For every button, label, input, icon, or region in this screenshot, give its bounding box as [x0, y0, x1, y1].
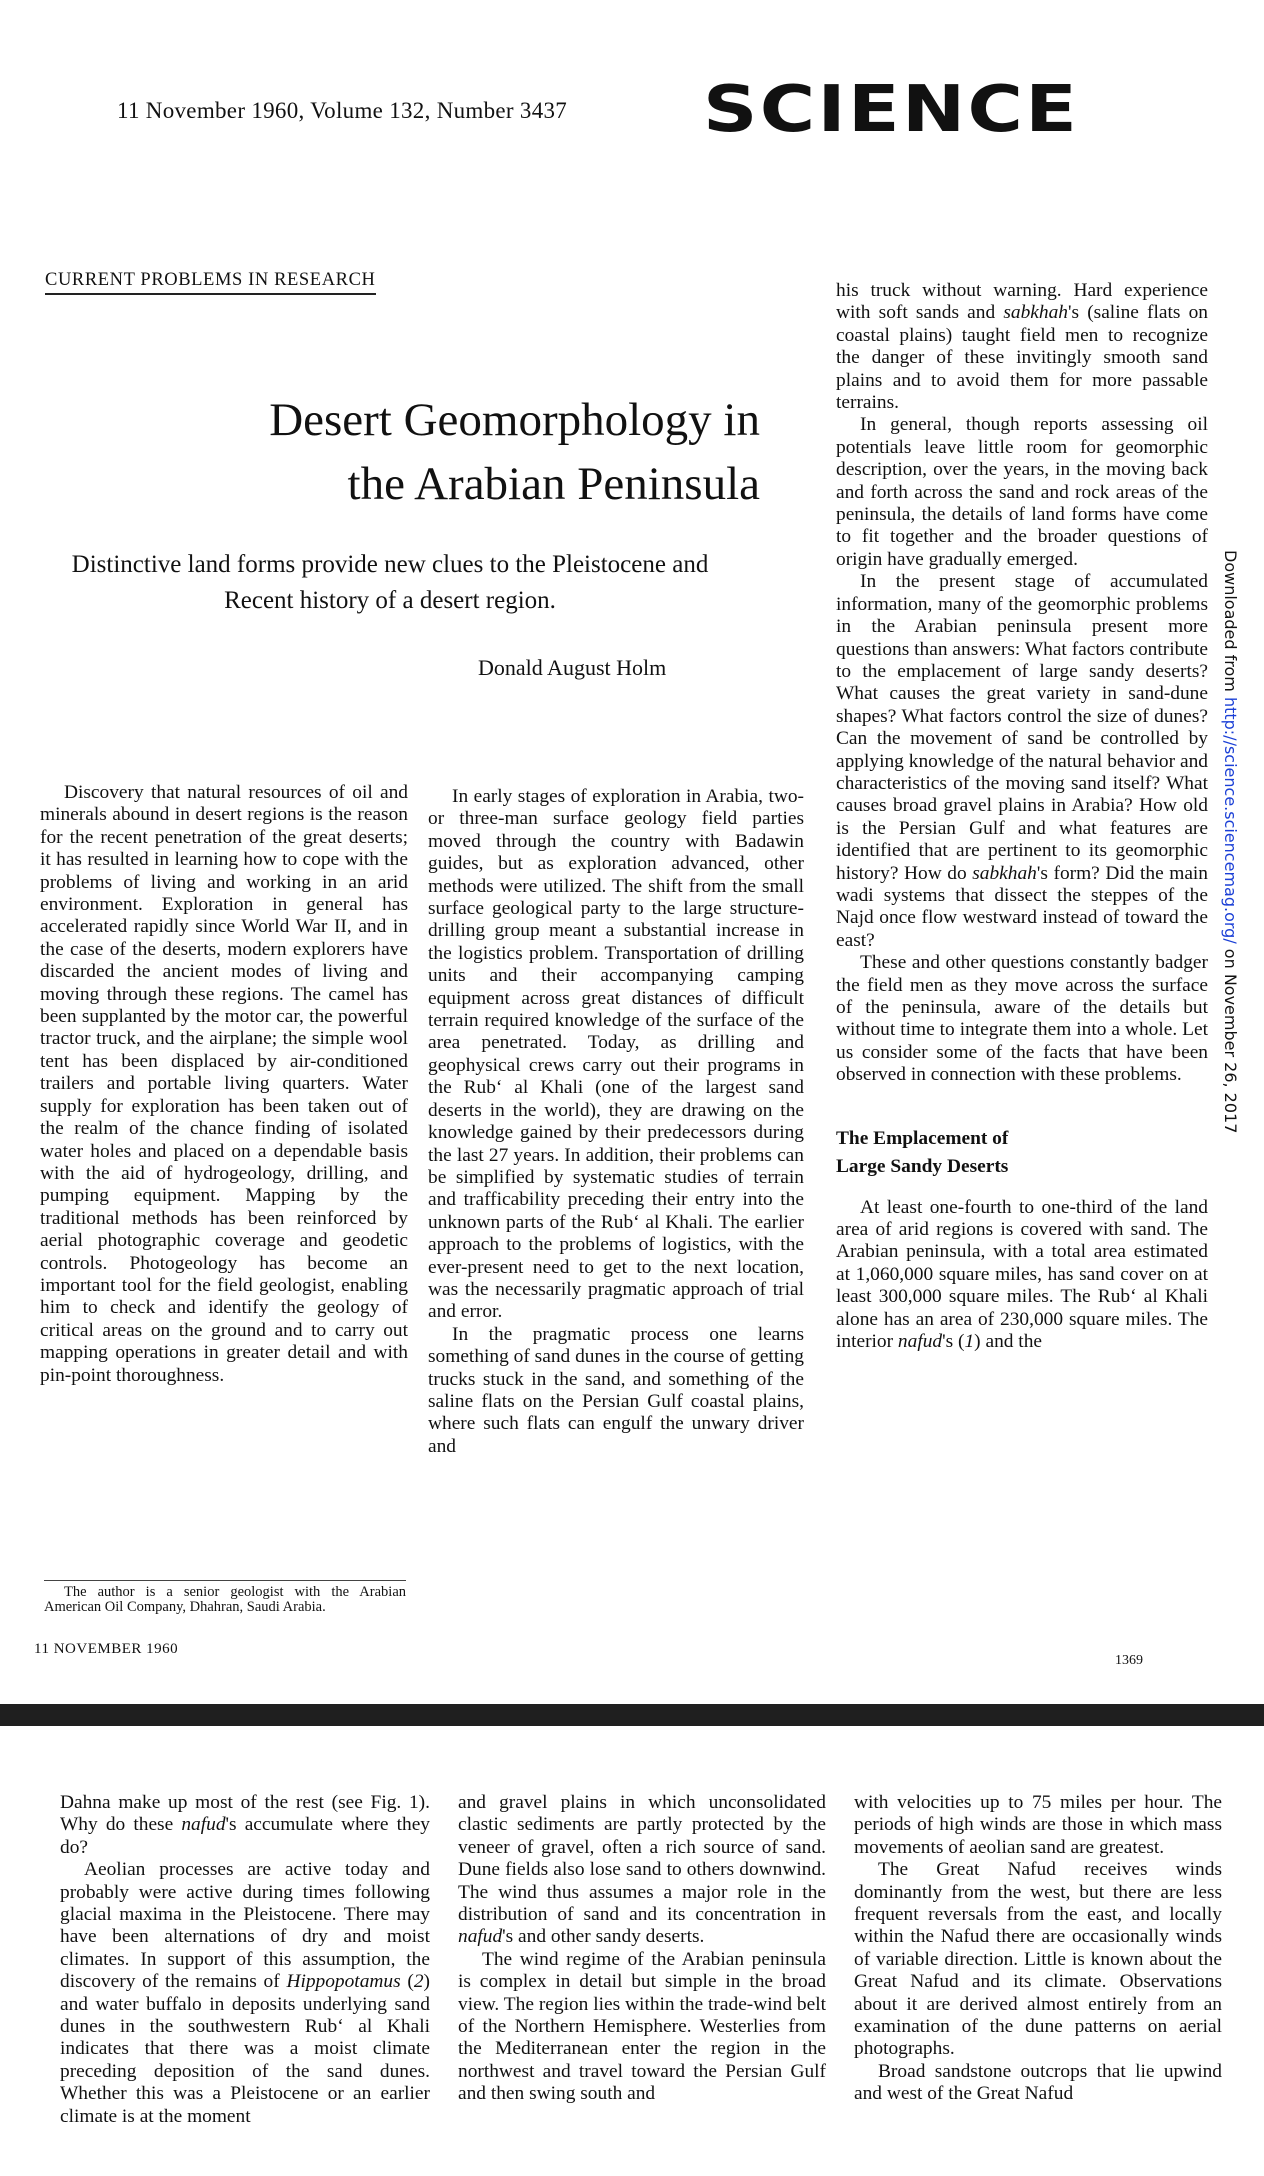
paragraph: In the present stage of accumulated information, many of the geomorphic problems in the Arabian peninsula present more questions than answers: What factors contribute to the emplacement of large sandy deserts? What causes the great variety in sand-dune shapes? What factors control the size of dunes? Can the movement of sand be controlled by applying knowledge of the natural behavior and characteristics of the moving sand itself? What causes broad gravel plains in Arabia? How old is the Persian Gulf and what features are identified that are pertinent to its geomorphic history? How do sabkhah's form? Did the main wadi systems that dissect the steppes of the Najd once flow westward instead of toward the east? [836, 571, 1209, 951]
page1-column-3 [836, 280, 1208, 1353]
issue-date-footer: 11 NOVEMBER 1960 [34, 1641, 179, 1657]
footnote-text: The author is a senior geologist with the Arabian American Oil Company, Dhahran, Saudi Arabia. [44, 1584, 406, 1615]
paragraph: The Great Nafud receives winds dominantly from the west, but there are less frequent reversals from the east, and locally within the Nafud there are occasionally winds of variable direction. Little is known about the Great Nafud and its climate. Observations about it are derived almost entirely from an examination of the dune patterns on aerial photographs. [854, 1859, 1222, 2060]
paragraph: In general, though reports assessing oil potentials leave little room for geomorphic description, over the years, in the moving back and forth across the sand and rock areas of the peninsula, the details of land forms have come to fit together and the broader questions of origin have gradually emerged. [836, 414, 1208, 570]
download-link[interactable]: http://science.sciencemag.org/ [1221, 696, 1240, 944]
page-separator [0, 1704, 1264, 1726]
article-subtitle: Distinctive land forms provide new clues to the Pleistocene and Recent history of a desert region. [71, 551, 709, 614]
paragraph: In early stages of exploration in Arabia, two- or three-man surface geology field parties moved through the country with Badawin guides, but as exploration advanced, other methods were utilized. The shift from the small surface geological party to the large structure-drilling group meant a substantial increase in the logistics problem. Transportation of drilling units and their accompanying camping equipment across great distances of difficult terrain required knowledge of the surface of the area penetrated. Today, as drilling and geophysical crews carry out their programs in the Rub‘ al Khali (one of the largest sand deserts in the world), they are drawing on the knowledge gained by their predecessors during the last 27 years. In addition, their problems can be simplified by systematic studies of terrain and trafficability preceding their entry into the unknown parts of the Rub‘ al Khali. The earlier approach to the problems of logistics, with the ever-present need to get to the next location, was the necessarily pragmatic approach of trial and error. [428, 786, 804, 1323]
page2-column-2 [458, 1792, 826, 2106]
paragraph: Dahna make up most of the rest (see Fig. 1). Why do these nafud's accumulate where they do? [60, 1792, 430, 1858]
subheading-line-2: Large Sandy Deserts [836, 1155, 1009, 1177]
page-number: 1369 [1115, 1653, 1143, 1668]
subheading-line-1: The Emplacement of [836, 1127, 1009, 1149]
paragraph: with velocities up to 75 miles per hour. The periods of high winds are those in which mass movements of aeolian sand are greatest. [854, 1792, 1222, 1858]
section-subheading [836, 1125, 1208, 1181]
issue-line: 11 November 1960, Volume 132, Number 3437 [117, 98, 568, 123]
paragraph: Aeolian processes are active today and probably were active during times following glacial maxima in the Pleistocene. There may have been alternations of dry and moist climates. In support of this assumption, the discovery of the remains of Hippopotamus (2) and water buffalo in deposits underlying sand dunes in the southwestern Rub‘ al Khali indicates that there was a moist climate preceding deposition of the sand dunes. Whether this was a Pleistocene or an earlier climate is at the moment [60, 1859, 431, 2127]
section-label: CURRENT PROBLEMS IN RESEARCH [45, 270, 376, 295]
page1-column-1 [40, 782, 408, 1387]
paragraph: and gravel plains in which unconsolidated clastic sediments are partly protected by the veneer of gravel, often a rich source of sand. Dune fields also lose sand to others downwind. The wind thus assumes a major role in the distribution of sand and its concentration in nafud's and other sandy deserts. [458, 1792, 826, 1948]
paragraph: The wind regime of the Arabian peninsula is complex in detail but simple in the broad view. The region lies within the trade-wind belt of the Northern Hemisphere. Westerlies from the Mediterranean enter the region in the northwest and travel toward the Persian Gulf and then swing south and [458, 1948, 826, 2105]
download-note-text: Downloaded from http://science.sciencemag.org/ on November 26, 2017 [1221, 550, 1240, 1134]
page2-column-3 [854, 1792, 1222, 2106]
paragraph: At least one-fourth to one-third of the land area of arid regions is covered with sand. The Arabian peninsula, with a total area estimated at 1,060,000 square miles, has sand cover on at least 300,000 square miles. The Rub‘ al Khali alone has an area of 230,000 square miles. The interior nafud's (1) and the [836, 1196, 1208, 1353]
journal-name: SCIENCE [703, 73, 1080, 147]
title-line-1: Desert Geomorphology in [269, 394, 760, 446]
paragraph: These and other questions constantly badger the field men as they move across the surface of the peninsula, aware of the details but without time to integrate them into a whole. Let us consider some of the facts that have been observed in connection with these problems. [836, 952, 1208, 1086]
author-footnote [44, 1580, 406, 1615]
title-line-2: the Arabian Peninsula [347, 458, 760, 510]
page1-column-2 [428, 786, 804, 1458]
paragraph: In the pragmatic process one learns something of sand dunes in the course of getting trucks stuck in the sand, and something of the saline flats on the Persian Gulf coastal plains, where such flats can engulf the unwary driver and [428, 1323, 804, 1457]
paragraph: Discovery that natural resources of oil and minerals abound in desert regions is the reason for the recent penetration of the great deserts; it has resulted in learning how to cope with the problems of living and working in an arid environment. Exploration in general has accelerated rapidly since World War II, and in the case of the deserts, modern explorers have discarded the ancient modes of living and moving through these regions. The camel has been supplanted by the motor car, the powerful tractor truck, and the airplane; the simple wool tent has been displaced by air-conditioned trailers and portable living quarters. Water supply for exploration has been taken out of the realm of the chance finding of isolated water holes and placed on a dependable basis with the aid of hydrogeology, drilling, and pumping equipment. Mapping by the traditional methods has been reinforced by aerial photographic coverage and geodetic controls. Photogeology has become an important tool for the field geologist, enabling him to check and identify the geology of critical areas on the ground and to carry out mapping operations in greater detail and with pin-point thoroughness. [40, 782, 408, 1386]
author-name: Donald August Holm [478, 655, 667, 680]
paragraph: his truck without warning. Hard experience with soft sands and sabkhah's (saline flats on coastal plains) taught field men to recognize the danger of these invitingly smooth sand plains and to avoid them for more passable terrains. [836, 280, 1208, 414]
paragraph: Broad sandstone outcrops that lie upwind and west of the Great Nafud [854, 2060, 1222, 2105]
page2-column-1 [60, 1792, 430, 2128]
article-title [100, 388, 760, 516]
download-note [1216, 550, 1240, 1134]
